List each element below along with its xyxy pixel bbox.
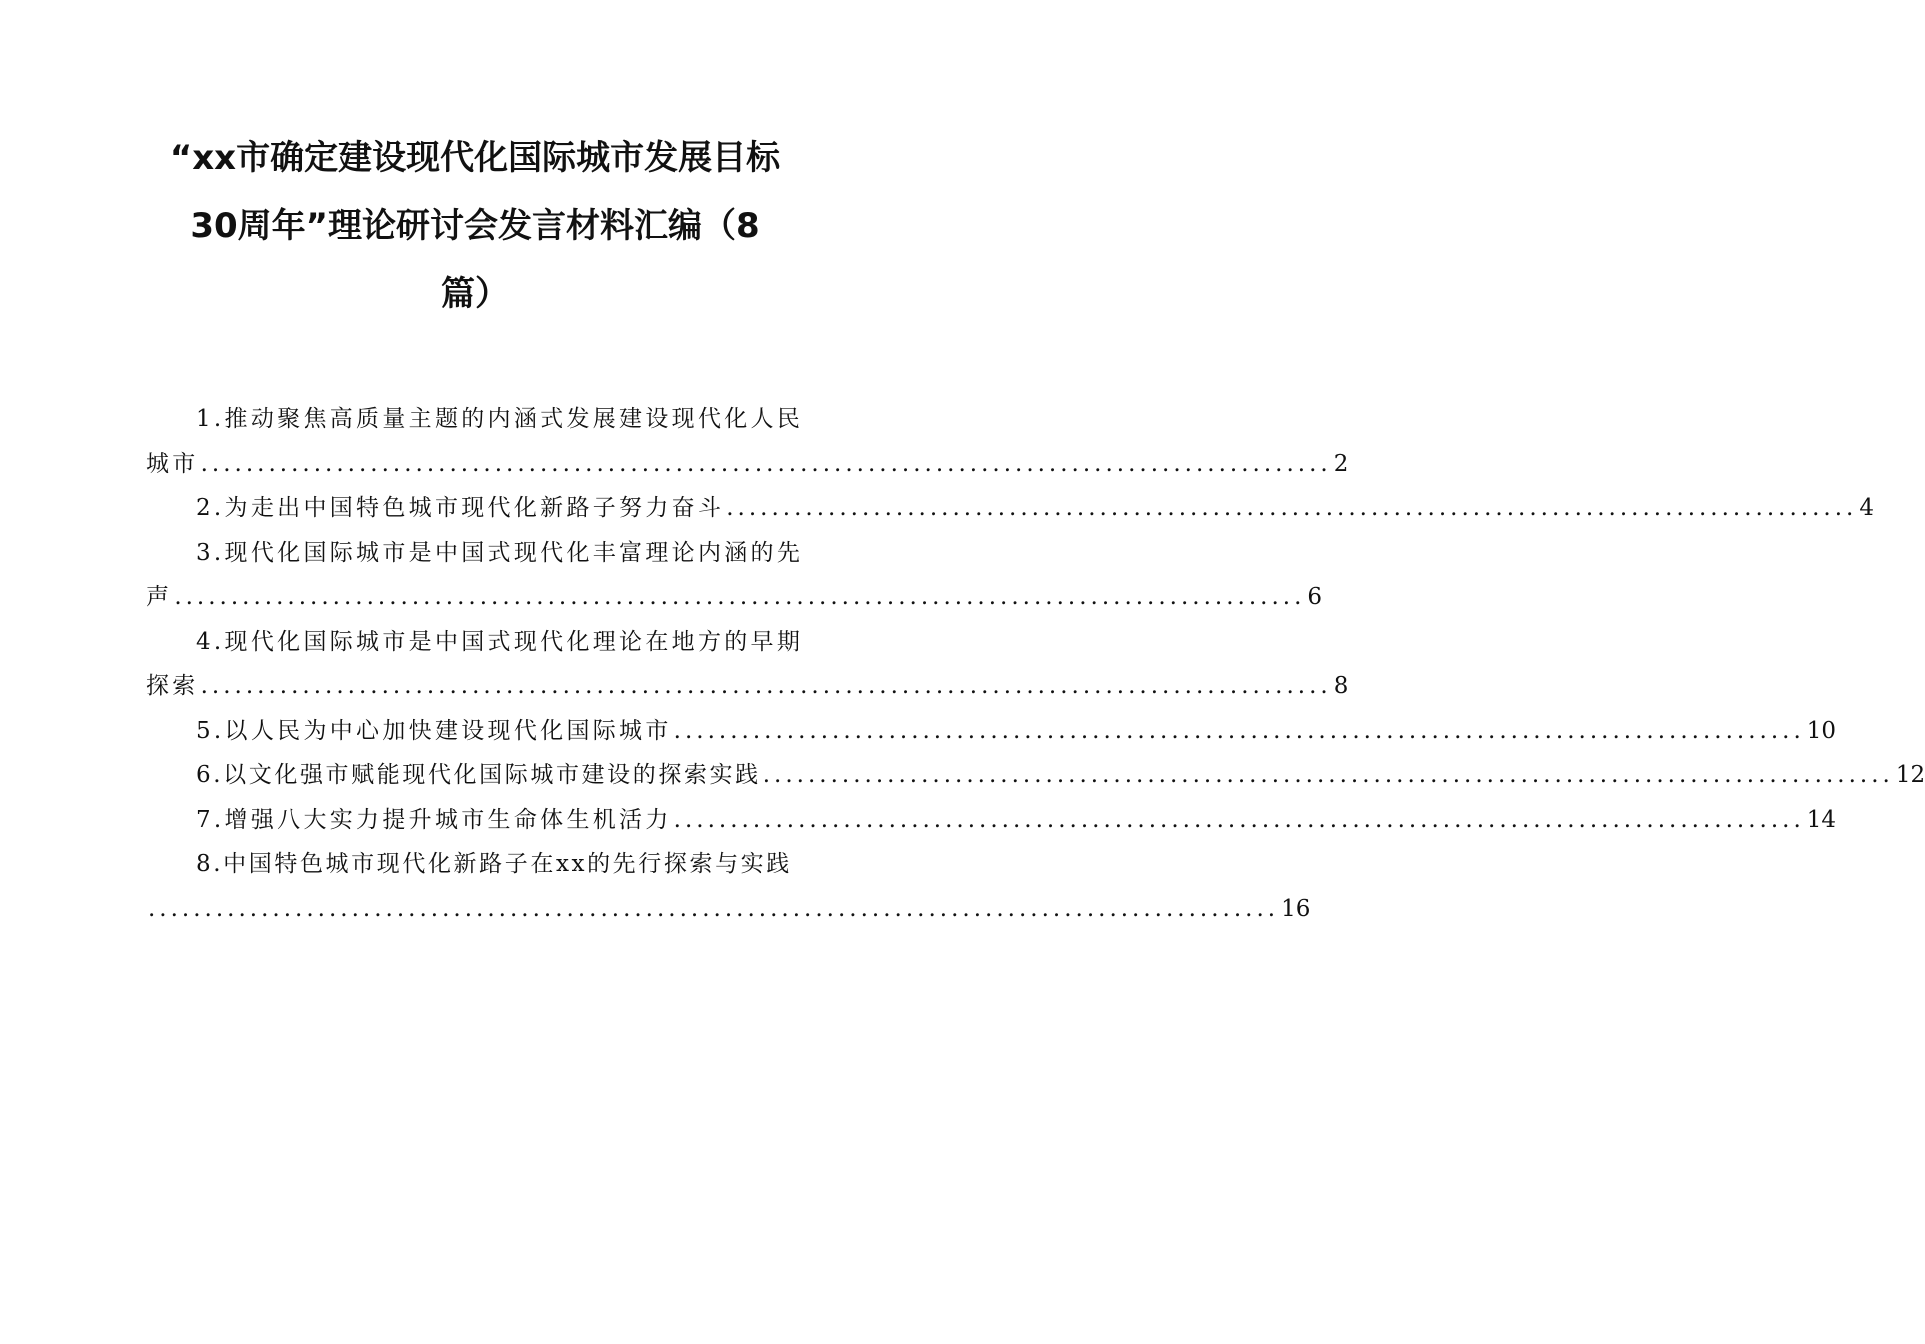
- toc-entry-7-page: 14: [1806, 806, 1837, 833]
- toc-entry-4-title: 4.现代化国际城市是中国式现代化理论在地方的早期: [196, 628, 804, 655]
- toc-entry-1-title-cont: 城市: [146, 450, 199, 477]
- title-line-3: 篇）: [441, 274, 509, 314]
- toc-leader-dots: ....................................................................................................: [148, 895, 1280, 922]
- toc-entry-3-title-cont: 声: [146, 584, 173, 610]
- toc-entry-6[interactable]: [146, 753, 1925, 798]
- toc-entry-8-title: 8.中国特色城市现代化新路子在xx的先行探索与实践: [196, 851, 792, 877]
- toc-leader-dots: ....................................................................................................: [174, 584, 1306, 610]
- toc-entry-4[interactable]: [146, 620, 1349, 709]
- toc-leader-dots: ....................................................................................................: [200, 450, 1332, 477]
- toc-entry-6-page: 12: [1895, 762, 1925, 788]
- toc-entry-7-title: 7.增强八大实力提升城市生命体生机活力: [196, 806, 672, 833]
- document-title: [140, 124, 810, 328]
- toc-entry-8[interactable]: [146, 842, 1311, 931]
- toc-entry-3-title: 3.现代化国际城市是中国式现代化丰富理论内涵的先: [196, 539, 804, 566]
- toc-entry-5[interactable]: [146, 709, 1837, 754]
- toc-entry-2[interactable]: [146, 486, 1874, 531]
- toc-entry-8-page: 16: [1281, 895, 1311, 922]
- toc-entry-2-page: 4: [1859, 495, 1874, 521]
- title-line-2: 30周年”理论研讨会发言材料汇编（8: [190, 206, 760, 246]
- title-line-1: “xx市确定建设现代化国际城市发展目标: [169, 138, 781, 178]
- table-of-contents: [146, 397, 1925, 931]
- toc-leader-dots: ....................................................................................................: [673, 717, 1805, 744]
- toc-entry-5-page: 10: [1806, 717, 1837, 744]
- toc-entry-6-title: 6.以文化强市赋能现代化国际城市建设的探索实践: [196, 762, 761, 788]
- toc-leader-dots: ....................................................................................................: [762, 762, 1894, 788]
- toc-entry-5-title: 5.以人民为中心加快建设现代化国际城市: [196, 717, 672, 744]
- toc-leader-dots: ....................................................................................................: [673, 806, 1805, 833]
- toc-entry-3[interactable]: [146, 531, 1323, 620]
- toc-entry-1-title: 1.推动聚焦高质量主题的内涵式发展建设现代化人民: [196, 406, 804, 432]
- toc-entry-1-page: 2: [1333, 450, 1349, 477]
- toc-entry-1[interactable]: [146, 397, 1349, 486]
- toc-entry-3-page: 6: [1307, 584, 1323, 610]
- toc-leader-dots: ....................................................................................................: [726, 495, 1858, 521]
- toc-entry-4-page: 8: [1333, 673, 1349, 699]
- toc-entry-2-title: 2.为走出中国特色城市现代化新路子努力奋斗: [196, 495, 725, 521]
- toc-entry-7[interactable]: [146, 798, 1837, 843]
- toc-entry-4-title-cont: 探索: [146, 673, 199, 699]
- toc-leader-dots: ....................................................................................................: [200, 673, 1332, 699]
